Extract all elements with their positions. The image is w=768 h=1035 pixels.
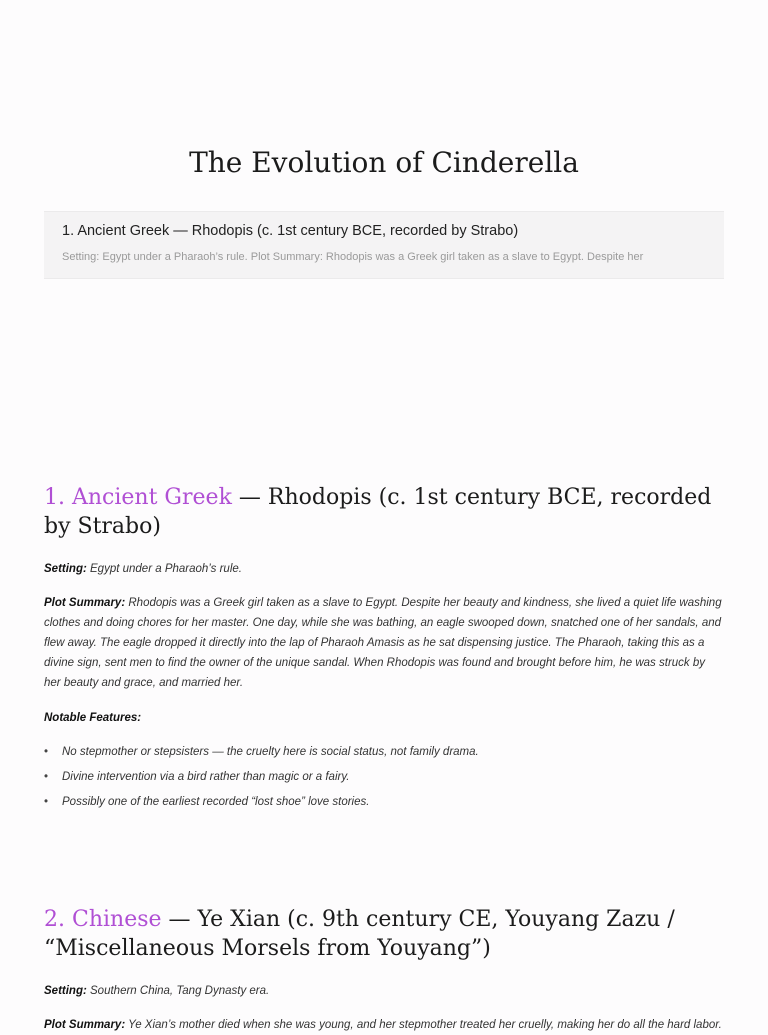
plot-paragraph <box>44 1015 724 1035</box>
setting-paragraph <box>44 981 724 1001</box>
bullet-icon: • <box>44 746 49 758</box>
bullet-icon: • <box>44 796 49 808</box>
bullet-icon: • <box>44 771 49 783</box>
list-item <box>44 742 724 767</box>
preview-title: 1. Ancient Greek — Rhodopis (c. 1st century BCE, recorded by Strabo) <box>62 223 519 239</box>
features-list <box>44 742 724 817</box>
plot-label: Plot Summary: <box>44 597 126 609</box>
preview-snippet: Setting: Egypt under a Pharaoh’s rule. Plot Summary: Rhodopis was a Greek girl taken as a slave to Egypt. Despite her <box>62 251 644 263</box>
plot-paragraph <box>44 593 724 693</box>
feature-text: No stepmother or stepsisters — the cruelty here is social status, not family drama. <box>62 746 479 758</box>
section-heading <box>44 905 724 963</box>
plot-text: Ye Xian’s mother died when she was young, and her stepmother treated her cruelly, making her do all the hard labor. <box>128 1019 722 1031</box>
features-paragraph <box>44 708 724 728</box>
section-culture: Ancient Greek <box>72 485 232 510</box>
setting-paragraph <box>44 559 724 579</box>
section-heading-rest: — Rhodopis (c. 1st century BCE, recorded by Strabo) <box>44 485 712 539</box>
page-title: The Evolution of Cinderella <box>189 146 579 179</box>
plot-text: Rhodopis was a Greek girl taken as a slave to Egypt. Despite her beauty and kindness, she lived a quiet life washing clothes and doing chores for her master. One day, while she was bathing, an eagle swooped down, snatched one of her sandals, and flew away. The eagle dropped it directly into the lap of Pharaoh Amasis as he sat dispensing justice. The Pharaoh, taking this as a divine sign, sent men to find the owner of the unique sandal. When Rhodopis was found and brought before him, he was struck by her beauty and grace, and married her. <box>44 597 722 689</box>
section-heading-rest: — Ye Xian (c. 9th century CE, Youyang Zazu / “Miscellaneous Morsels from Youyang”) <box>44 907 675 961</box>
list-item <box>44 767 724 792</box>
section-preview-card[interactable] <box>44 211 724 279</box>
feature-text: Possibly one of the earliest recorded “lost shoe” love stories. <box>62 796 370 808</box>
section-ancient-greek <box>44 483 724 817</box>
setting-label: Setting: <box>44 985 87 997</box>
list-item <box>44 792 724 817</box>
section-number: 2. <box>44 907 65 932</box>
section-culture: Chinese <box>72 907 162 932</box>
plot-label: Plot Summary: <box>44 1019 126 1031</box>
setting-label: Setting: <box>44 563 87 575</box>
section-chinese <box>44 905 724 1035</box>
feature-text: Divine intervention via a bird rather than magic or a fairy. <box>62 771 350 783</box>
features-label: Notable Features: <box>44 712 142 724</box>
setting-text: Southern China, Tang Dynasty era. <box>90 985 270 997</box>
setting-text: Egypt under a Pharaoh’s rule. <box>90 563 242 575</box>
section-number: 1. <box>44 485 65 510</box>
section-heading <box>44 483 724 541</box>
